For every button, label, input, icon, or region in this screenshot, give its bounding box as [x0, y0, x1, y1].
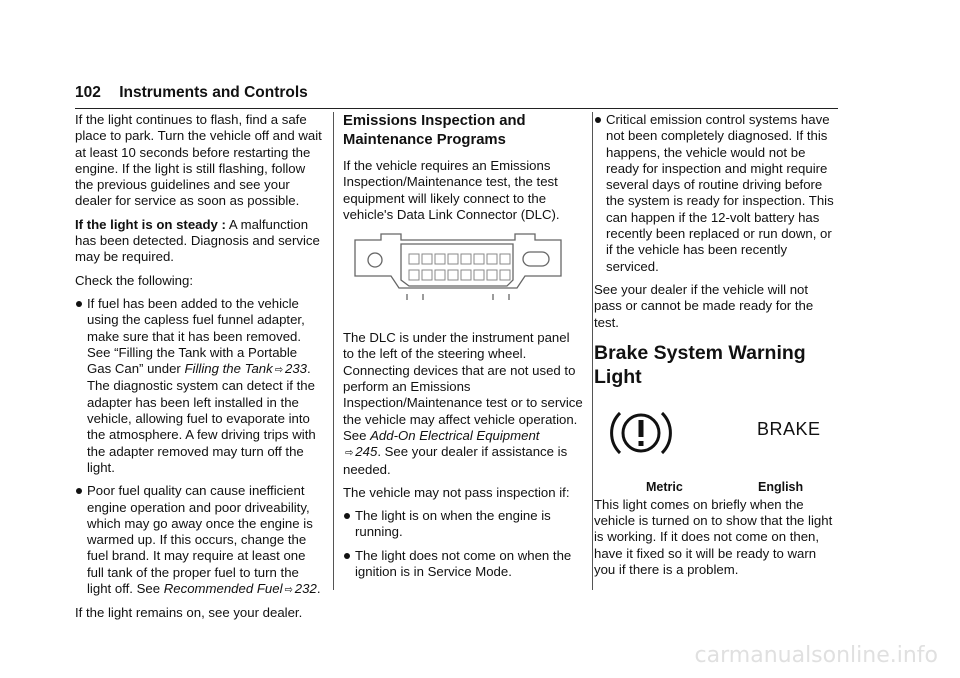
column-divider: [333, 112, 334, 590]
list-text: Poor fuel quality can cause inefficient engine operation and poor driveability, which may go away once the engine is warmed up. If this occurs, change the fuel brand. It may require at least one full tank of the proper fuel to turn the light off. See: [87, 483, 313, 597]
page-ref[interactable]: 245: [355, 444, 378, 460]
paragraph-text: The DLC is under the instrument panel to the left of the steering wheel. Connecting devices that are not used to perform an Emissions Inspection/Maintenance test or to service the vehicle may affect vehicle operation. See: [343, 330, 583, 443]
watermark: carmanualsonline.info: [694, 643, 938, 668]
section-title: Instruments and Controls: [119, 84, 308, 101]
paragraph: If the light continues to flash, find a safe place to park. Turn the vehicle off and wait at least 10 seconds before restarting the engine. If the light is still flashing, follow the previous guidelines and see your dealer for service as soon as possible.: [75, 112, 322, 209]
brake-warning-icons: [594, 399, 838, 497]
page-ref[interactable]: 233: [285, 361, 308, 377]
icon-label-metric: Metric: [646, 479, 683, 494]
cross-reference-link[interactable]: Recommended Fuel: [163, 581, 283, 597]
list-text: If fuel has been added to the vehicle using the capless fuel funnel adapter, make sure that it has been removed. See “Filling the Tank with a Portable Gas Can” under: [87, 295, 305, 377]
brake-text-icon: BRAKE: [757, 418, 821, 439]
paragraph: The vehicle may not pass inspection if:: [343, 484, 570, 500]
paragraph: If the vehicle requires an Emissions Inspection/Maintenance test, the test equipment will likely connect to the vehicle's Data Link Connector (DLC).: [343, 158, 560, 222]
section-heading: Brake System Warning Light: [594, 341, 806, 388]
column-1: [75, 112, 323, 629]
page-ref-arrow-icon: ⇨: [274, 364, 284, 377]
page-header: [75, 84, 838, 109]
paragraph: See your dealer if the vehicle will not pass or cannot be made ready for the test.: [594, 281, 814, 330]
paragraph: [75, 217, 323, 266]
paragraph-text: . See your dealer if assistance is needed.: [343, 444, 568, 477]
cross-reference-link[interactable]: Filling the Tank: [184, 361, 273, 377]
brake-warning-icon: [608, 407, 674, 459]
page-number: 102: [75, 84, 101, 101]
list-item: Critical emission control systems have not been completely diagnosed. If this happens, the vehicle would not be ready for inspection and might require several days of routine driving before the system is ready for inspection. This can happen if the 12-volt battery has recently been replaced or run down, or if the vehicle has been recently serviced.: [594, 112, 838, 275]
paragraph: [343, 330, 583, 478]
section-heading: Emissions Inspection and Maintenance Programs: [343, 113, 526, 148]
list-item: The light is on when the engine is running.: [343, 508, 583, 541]
page-ref[interactable]: 232: [294, 581, 317, 597]
list-text: . The diagnostic system can detect if the adapter has been left installed in the vehicle, allowing fuel to evaporate into the atmosphere. A few driving trips with the adapter removed may turn off the light.: [87, 361, 316, 475]
column-3: [594, 112, 838, 585]
list-item: [75, 296, 323, 476]
paragraph: This light comes on briefly when the vehicle is turned on to show that the light is working. If it does not come on then, have it fixed so it will be ready to warn you if there is a problem.: [594, 496, 833, 578]
dlc-connector-illustration: [353, 230, 563, 312]
page-ref-arrow-icon: ⇨: [284, 584, 293, 597]
page-ref-arrow-icon: ⇨: [345, 447, 354, 460]
cross-reference-link[interactable]: Add-On Electrical Equipment: [370, 427, 540, 443]
paragraph-text: A malfunction has been detected. Diagnosis and service may be required.: [75, 216, 320, 265]
paragraph: Check the following:: [75, 272, 194, 288]
list-text: .: [316, 581, 321, 597]
list-item: [75, 483, 323, 598]
bold-lead: If the light is on steady :: [75, 216, 226, 232]
column-2: [343, 112, 583, 587]
list-item: The light does not come on when the ignition is in Service Mode.: [343, 548, 583, 581]
icon-label-english: English: [758, 479, 804, 494]
paragraph: If the light remains on, see your dealer.: [75, 605, 303, 621]
column-divider: [592, 112, 593, 590]
